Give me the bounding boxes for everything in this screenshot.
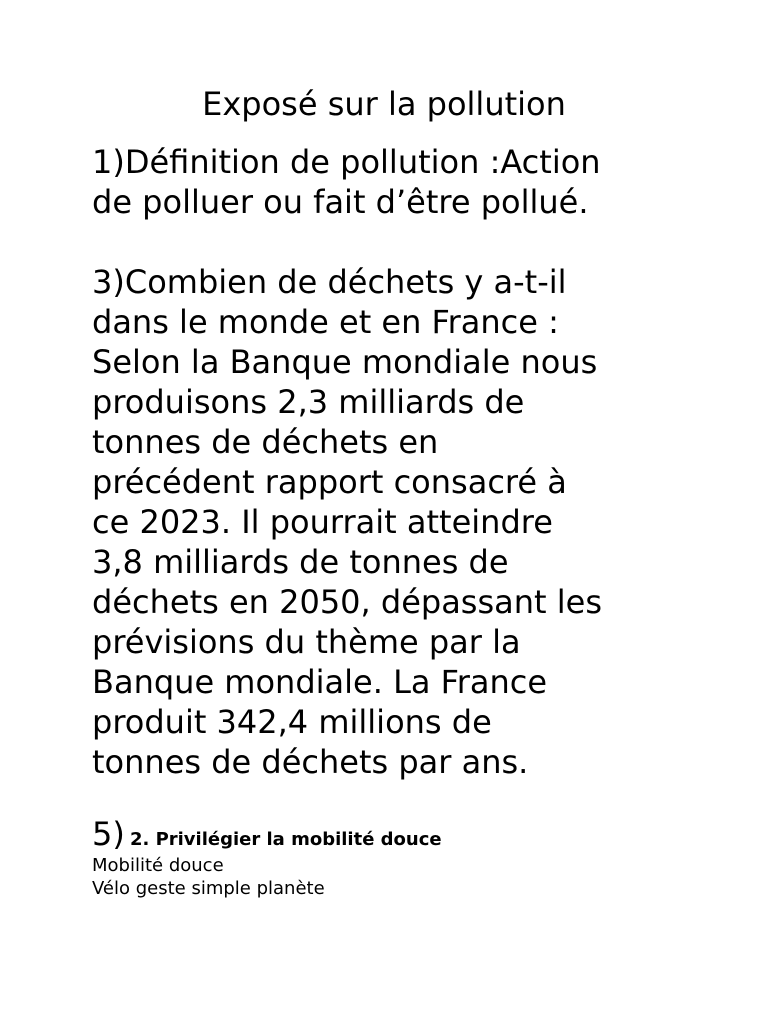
text-line: de polluer ou fait d’être pollué. [92,183,589,221]
text-line: précédent rapport consacré à [92,463,567,501]
text-line: dans le monde et en France : [92,303,559,341]
text-line: Mobilité douce [92,855,224,876]
text-line: produisons 2,3 milliards de [92,383,525,421]
section-number: 5) [92,815,125,853]
document-title: Exposé sur la pollution [202,85,566,123]
text-line: produit 342,4 millions de [92,703,492,741]
text-line: tonnes de déchets en [92,423,439,461]
text-line: 1)Définition de pollution :Action [92,143,601,181]
text-line: Selon la Banque mondiale nous [92,343,598,381]
text-line: Vélo geste simple planète [92,878,325,899]
text-line: déchets en 2050, dépassant les [92,583,602,621]
text-line: tonnes de déchets par ans. [92,743,529,781]
section-soft-mobility [92,814,442,854]
text-line: ce 2023. Il pourrait atteindre [92,503,553,541]
text-line: 3,8 milliards de tonnes de [92,543,509,581]
section-waste-quantity [92,262,732,782]
text-line: prévisions du thème par la [92,623,521,661]
section-definition [92,142,732,222]
text-line: Banque mondiale. La France [92,663,548,701]
section-heading: 2. Privilégier la mobilité douce [129,829,442,850]
text-line: 3)Combien de déchets y a-t-il [92,263,567,301]
